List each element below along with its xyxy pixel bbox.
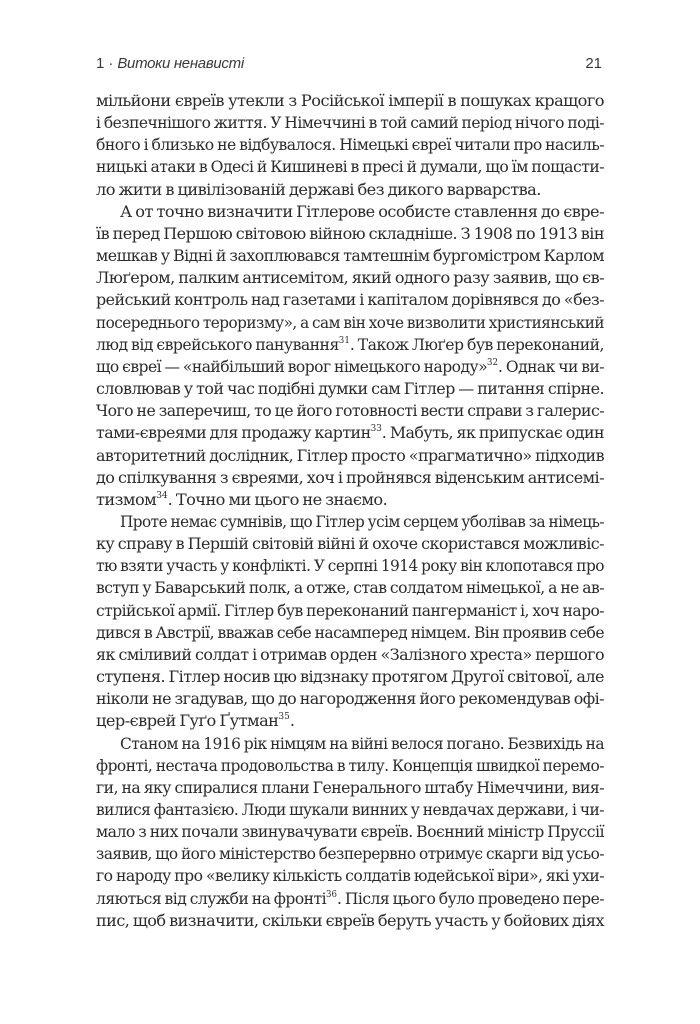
text-line <box>96 179 604 201</box>
chapter-heading <box>96 55 244 72</box>
line-text: заявив, що його міністерство безперервно отримує скарги від усьо- <box>96 844 604 864</box>
line-text: рейський контроль над газетами і капіталом дорівнявся до «без- <box>96 290 604 310</box>
text-line <box>96 733 604 755</box>
paragraph <box>96 90 604 201</box>
text-line <box>96 755 604 777</box>
line-text: Проте немає сумнівів, що Гітлер усім серцем уболівав за німець- <box>120 511 604 531</box>
footnote-ref[interactable]: 34 <box>156 490 168 501</box>
line-text: ступеня. Гітлер носив цю відзнаку протягом Другої світової, але <box>96 667 604 687</box>
line-text-continued: . <box>289 711 295 731</box>
text-line <box>96 666 604 688</box>
line-text: авторитетний дослідник, Гітлер просто «прагматично» підходив <box>96 445 604 465</box>
text-line <box>96 644 604 666</box>
line-text: ницькі атаки в Одесі й Кишиневі в пресі й думали, що їм пощасти- <box>96 157 604 177</box>
line-text: мільйони євреїв утекли з Російської імперії в пошуках кращого <box>96 91 604 110</box>
text-line <box>96 134 604 156</box>
line-text: Чого не заперечиш, то це його готовності вести справи з галерис- <box>96 401 604 421</box>
text-line <box>96 223 604 245</box>
line-text: го народу про «велику кількість солдатів юдейської віри», які ухи- <box>96 866 604 886</box>
text-line <box>96 910 604 932</box>
line-text-continued: . Мабуть, як припускає один <box>381 423 604 443</box>
line-text: посереднього тероризму», а сам він хоче визволити християнський <box>96 312 604 332</box>
footnote-ref[interactable]: 32 <box>487 357 499 368</box>
line-text: ку справу в Першій світовій війні й охоче скористався можливіс- <box>96 534 604 554</box>
text-line <box>96 201 604 223</box>
text-line <box>96 267 604 289</box>
line-text: вступ у Баварський полк, а отже, став солдатом німецької, а не ав- <box>96 578 604 598</box>
line-text-continued: . Однак чи ви- <box>498 356 604 376</box>
text-line <box>96 511 604 533</box>
text-line <box>96 622 604 644</box>
line-text: що євреї — «найбільший ворог німецького народу» <box>96 356 488 376</box>
line-text: тизмом <box>96 489 157 509</box>
footnote-ref[interactable]: 33 <box>370 424 382 435</box>
line-text: як сміливий солдат і отримав орден «Залізного хреста» першого <box>96 644 604 664</box>
text-line <box>96 156 604 178</box>
line-text: їв перед Першою світовою війною складніше. З 1908 по 1913 він <box>96 223 604 243</box>
line-text: стрійської армії. Гітлер був переконаний пангерманіст і, хоч наро- <box>96 600 604 620</box>
line-text-continued: . Після цього було проведено пере- <box>337 888 604 908</box>
paragraph <box>96 201 604 511</box>
paragraph <box>96 511 604 733</box>
line-text: А от точно визначити Гітлерове особисте ставлення до євре- <box>120 201 604 221</box>
text-line <box>96 489 604 511</box>
text-line <box>96 533 604 555</box>
line-text: ло жити в цивілізованій державі без дикого варварства. <box>96 179 541 199</box>
text-line <box>96 467 604 489</box>
line-text: і безпечнішого життя. У Німеччині в той самий період нічого поді- <box>96 113 604 133</box>
text-line <box>96 710 604 732</box>
line-text: люд від єврейського панування <box>96 334 339 354</box>
line-text: мало з них почали звинувачувати євреїв. Воєнний міністр Пруссії <box>96 822 604 842</box>
line-text: мешкав у Відні й захоплювався тамтешнім бургомістром Карлом <box>96 246 604 266</box>
text-line <box>96 688 604 710</box>
line-text-continued: . Точно ми цього не знаємо. <box>167 489 388 509</box>
line-text: дився в Австрії, вважав себе насамперед німцем. Він проявив себе <box>96 622 604 642</box>
text-line <box>96 334 604 356</box>
line-text: цер-єврей Гуґо Ґутман <box>96 711 279 731</box>
text-line <box>96 356 604 378</box>
page-number: 21 <box>585 55 602 72</box>
text-line <box>96 843 604 865</box>
text-line <box>96 799 604 821</box>
text-line <box>96 777 604 799</box>
text-line <box>96 422 604 444</box>
text-line <box>96 600 604 622</box>
text-line <box>96 312 604 334</box>
line-text: пис, щоб визначити, скільки євреїв беруть участь у бойових діях <box>96 910 604 930</box>
text-line <box>96 821 604 843</box>
text-line <box>96 445 604 467</box>
line-text: ляються від служби на фронті <box>96 888 327 908</box>
text-line <box>96 112 604 134</box>
text-line <box>96 555 604 577</box>
text-line <box>96 577 604 599</box>
paragraph <box>96 733 604 932</box>
text-line <box>96 888 604 910</box>
footnote-ref[interactable]: 35 <box>278 712 290 723</box>
header-separator: · <box>108 55 114 72</box>
line-text: фронті, нестача продовольства в тилу. Концепція швидкої перемо- <box>96 755 604 775</box>
footnote-ref[interactable]: 31 <box>338 335 350 346</box>
line-text: Станом на 1916 рік німцям на війні велося погано. Безвихідь на <box>120 733 604 753</box>
text-line <box>96 245 604 267</box>
line-text: вилися фантазією. Люди шукали винних у невдачах держави, і чи- <box>96 800 604 819</box>
line-text: бного і близько не відбувалося. Німецькі євреї читали про насиль- <box>96 135 604 155</box>
line-text-continued: . Також Люґер був переконаний, <box>349 334 604 354</box>
line-text: ніколи не згадував, що до нагородження його рекомендував офі- <box>96 689 604 709</box>
text-line <box>96 865 604 887</box>
line-text: словлював у той час подібні думки сам Гітлер — питання спірне. <box>96 379 604 399</box>
line-text: тю взяти участь у конфлікті. У серпні 1914 року він клопотався про <box>96 556 604 576</box>
running-header <box>96 55 604 75</box>
chapter-number: 1 <box>96 55 105 72</box>
text-line <box>96 90 604 112</box>
chapter-title: Витоки ненависті <box>117 55 244 72</box>
line-text: тами-євреями для продажу картин <box>96 423 371 443</box>
text-line <box>96 400 604 422</box>
footnote-ref[interactable]: 36 <box>326 889 338 900</box>
text-line <box>96 378 604 400</box>
line-text: Люґером, палким антисемітом, який одного разу заявив, що єв- <box>96 268 604 288</box>
body-text <box>96 90 604 932</box>
line-text: ги, на яку спиралися плани Генерального штабу Німеччини, вия- <box>96 777 604 797</box>
text-line <box>96 289 604 311</box>
line-text: до спілкування з євреями, хоч і пройнявся віденським антисемі- <box>96 467 604 487</box>
